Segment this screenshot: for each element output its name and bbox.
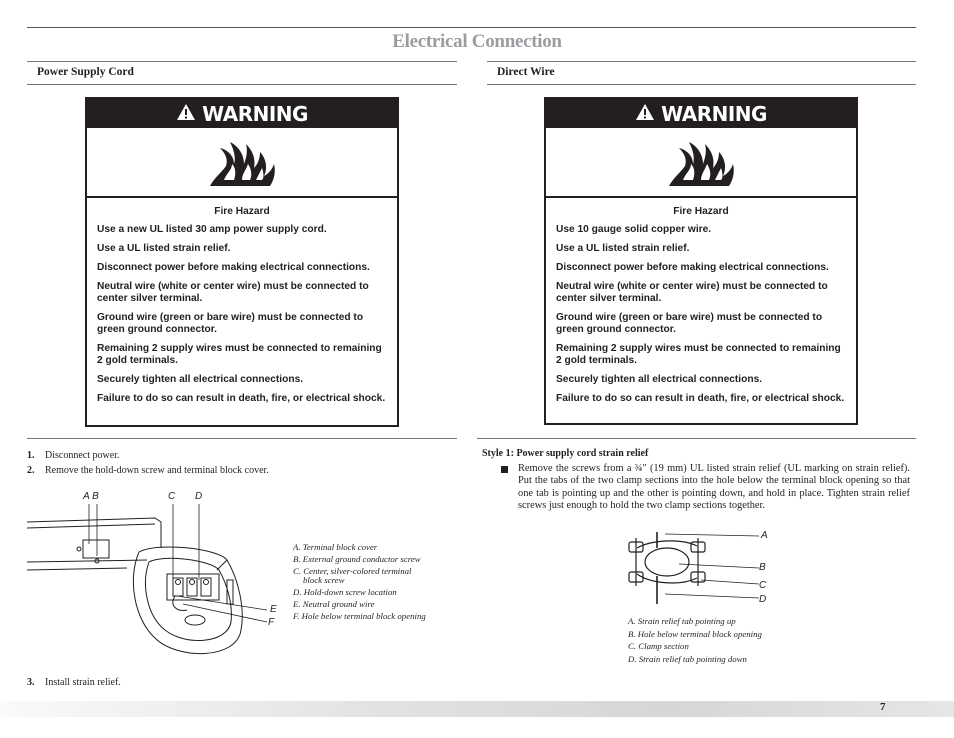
warning-box-right <box>544 97 858 425</box>
step-text: Install strain relief. <box>45 677 121 688</box>
warning-line: Disconnect power before making electrical connections. <box>556 262 829 273</box>
warning-triangle-icon <box>176 102 196 126</box>
step-text: Remove the hold-down screw and terminal block cover. <box>45 465 269 476</box>
legend-item: B. External ground conductor screw <box>293 554 421 564</box>
warning-line: Use a new UL listed 30 amp power supply cord. <box>97 224 327 235</box>
callout-label: A <box>761 530 768 541</box>
legend-item: D. Strain relief tab pointing down <box>628 653 747 664</box>
legend-item: A. Terminal block cover <box>293 542 378 552</box>
style-heading: Style 1: Power supply cord strain relief <box>482 448 649 459</box>
legend-item: B. Hole below terminal block opening <box>628 628 762 639</box>
callout-label: D <box>759 594 767 605</box>
warning-line: Remaining 2 supply wires must be connected to remaining 2 gold terminals. <box>97 343 382 366</box>
warning-line: Remaining 2 supply wires must be connected to remaining 2 gold terminals. <box>556 343 841 366</box>
legend-item: E. Neutral ground wire <box>293 599 375 609</box>
step-number: 2. <box>27 465 35 476</box>
warning-line: Securely tighten all electrical connections. <box>97 374 304 385</box>
warning-body <box>87 198 397 405</box>
warning-box-left <box>85 97 399 427</box>
warning-line: Use a UL listed strain relief. <box>556 243 690 254</box>
step-number: 1. <box>27 450 35 461</box>
legend-item: C. Clamp section <box>628 641 689 652</box>
callout-label: F <box>268 617 275 628</box>
warning-line: Failure to do so can result in death, fire, or electrical shock. <box>556 393 845 404</box>
figure-legend-left <box>293 541 426 622</box>
step-number: 3. <box>27 677 35 688</box>
callout-label: D <box>195 491 203 502</box>
legend-item: F. Hole below terminal block opening <box>293 611 426 621</box>
warning-line: Ground wire (green or bare wire) must be connected to green ground connector. <box>97 312 364 335</box>
warning-body <box>546 198 856 405</box>
warning-line: Disconnect power before making electrical connections. <box>97 262 370 273</box>
callout-label: C <box>759 580 767 591</box>
hazard-title: Fire Hazard <box>214 206 270 217</box>
warning-line: Securely tighten all electrical connections. <box>556 374 763 385</box>
warning-line: Use 10 gauge solid copper wire. <box>556 224 712 235</box>
legend-item: D. Hold-down screw location <box>293 587 397 597</box>
step-text: Disconnect power. <box>45 450 120 461</box>
warning-line: Neutral wire (white or center wire) must be connected to center silver terminal. <box>556 281 828 304</box>
callout-label: C <box>168 491 176 502</box>
step-item <box>27 448 119 463</box>
divider <box>27 438 457 439</box>
fire-hazard-icon <box>546 128 856 198</box>
page-number: 7 <box>880 701 886 713</box>
warning-line: Failure to do so can result in death, fire, or electrical shock. <box>97 393 386 404</box>
callout-label: A B <box>83 491 99 502</box>
step-item <box>27 675 121 690</box>
warning-line: Ground wire (green or bare wire) must be connected to green ground connector. <box>556 312 823 335</box>
step-item <box>27 463 269 478</box>
callout-label: E <box>270 604 277 615</box>
footer-bar <box>0 701 954 717</box>
legend-item: block screw <box>303 575 345 585</box>
figure-legend-right <box>628 615 762 665</box>
terminal-block-illustration <box>27 500 277 670</box>
divider <box>477 438 916 439</box>
page-title: Electrical Connection <box>392 31 562 52</box>
top-rule <box>27 27 916 28</box>
warning-line: Use a UL listed strain relief. <box>97 243 231 254</box>
warning-header <box>546 99 856 128</box>
bullet-icon <box>501 466 508 473</box>
warning-label: WARNING <box>202 101 308 126</box>
legend-item: A. Strain relief tab pointing up <box>628 616 736 626</box>
fire-hazard-icon <box>87 128 397 198</box>
warning-triangle-icon <box>635 102 655 126</box>
callout-label: B <box>759 562 766 573</box>
warning-header <box>87 99 397 128</box>
warning-line: Neutral wire (white or center wire) must be connected to center silver terminal. <box>97 281 369 304</box>
legend-item: C. Center, silver-colored terminal <box>293 566 412 576</box>
strain-relief-illustration <box>625 528 775 608</box>
style-paragraph: Remove the screws from a ¾" (19 mm) UL listed strain relief (UL marking on strain relief). Put the tabs of the two clamp sections into the hole below the terminal block opening so that one tab is pointing up and the other is pointing down, and hold in place. Tighten strain relief screws just enough to hold the two clamp sections together. <box>518 463 910 512</box>
section-title-power-supply-cord: Power Supply Cord <box>27 61 457 85</box>
section-title-direct-wire: Direct Wire <box>487 61 916 85</box>
hazard-title: Fire Hazard <box>673 206 729 217</box>
warning-label: WARNING <box>661 101 767 126</box>
